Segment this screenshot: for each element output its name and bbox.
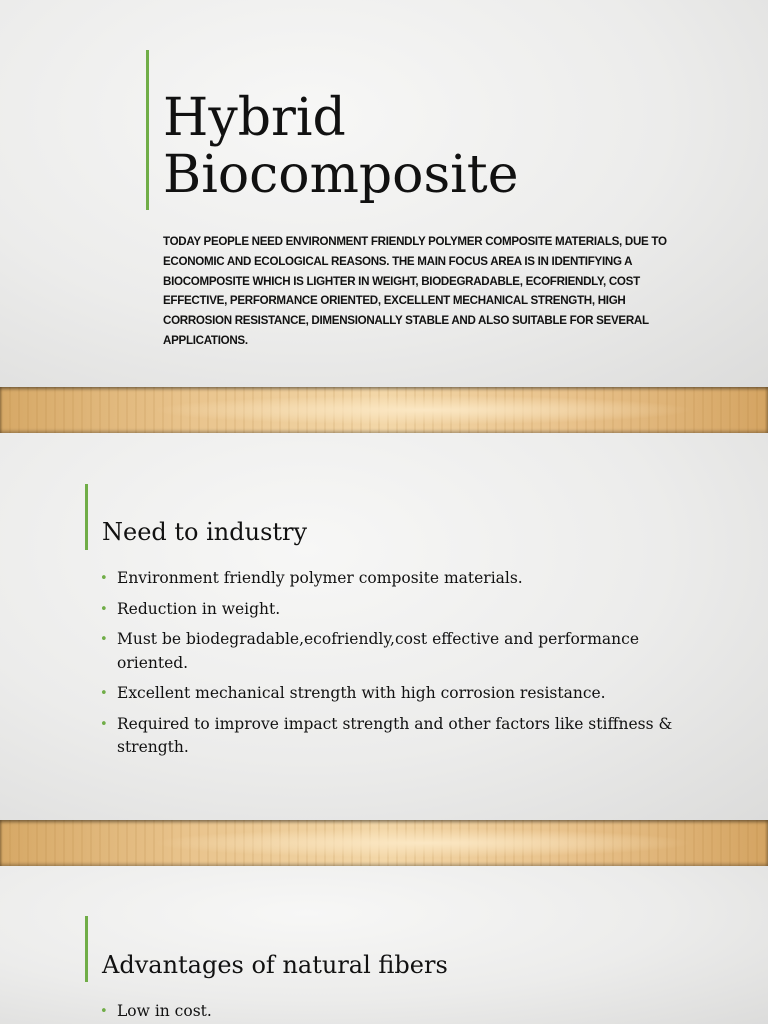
bullet-text: Must be biodegradable,ecofriendly,cost effective and performance oriented.: [117, 630, 639, 672]
section-title: Need to industry: [102, 518, 308, 546]
bullet-item: [100, 713, 690, 760]
title-line-2: Biocomposite: [163, 145, 519, 205]
title-line-1: Hybrid: [163, 88, 346, 148]
bullet-marker: •: [100, 716, 108, 732]
bullet-marker: •: [100, 571, 108, 586]
bullet-text: Excellent mechanical strength with high corrosion resistance.: [117, 684, 606, 702]
bullet-marker: •: [100, 601, 108, 617]
bullet-item: [100, 567, 690, 591]
section-title: Advantages of natural fibers: [102, 951, 448, 979]
slide-title: [0, 0, 768, 387]
bullet-text: Environment friendly polymer composite materials.: [117, 569, 523, 587]
bullet-item: [100, 682, 690, 706]
bullet-text: Reduction in weight.: [117, 599, 281, 618]
slide-divider: [0, 820, 768, 866]
slide-main-title: [163, 90, 723, 204]
slide-advantages-natural-fibers: [0, 866, 768, 1024]
section-accent-bar: [85, 484, 88, 550]
bullet-marker: •: [100, 1004, 108, 1019]
slide-divider: [0, 387, 768, 433]
bullet-list: [100, 1000, 690, 1024]
bullet-text: Low in cost.: [117, 1002, 212, 1020]
slide-need-to-industry: [0, 433, 768, 820]
slide-subtitle: TODAY PEOPLE NEED ENVIRONMENT FRIENDLY POLYMER COMPOSITE MATERIALS, DUE TO ECONOMIC AND ECOLOGICAL REASONS. THE MAIN FOCUS AREA IS IN IDENTIFYING A BIOCOMPOSITE WHICH IS LIGHTER IN WEIGHT, BIODEGRADABLE, ECOFRIENDLY, COST EFFECTIVE, PERFORMANCE ORIENTED, EXCELLENT MECHANICAL STRENGTH, HIGH CORROSION RESISTANCE, DIMENSIONALLY STABLE AND ALSO SUITABLE FOR SEVERAL APPLICATIONS.: [163, 235, 667, 347]
bullet-item: [100, 598, 690, 622]
bullet-item: [100, 1000, 690, 1024]
bullet-item: [100, 628, 690, 675]
bullet-list: [100, 567, 690, 767]
bullet-text: Required to improve impact strength and other factors like stiffness & strength.: [117, 714, 673, 756]
bullet-marker: •: [100, 632, 108, 647]
section-accent-bar: [85, 916, 88, 982]
bullet-marker: •: [100, 686, 108, 701]
title-accent-bar: [146, 50, 149, 210]
